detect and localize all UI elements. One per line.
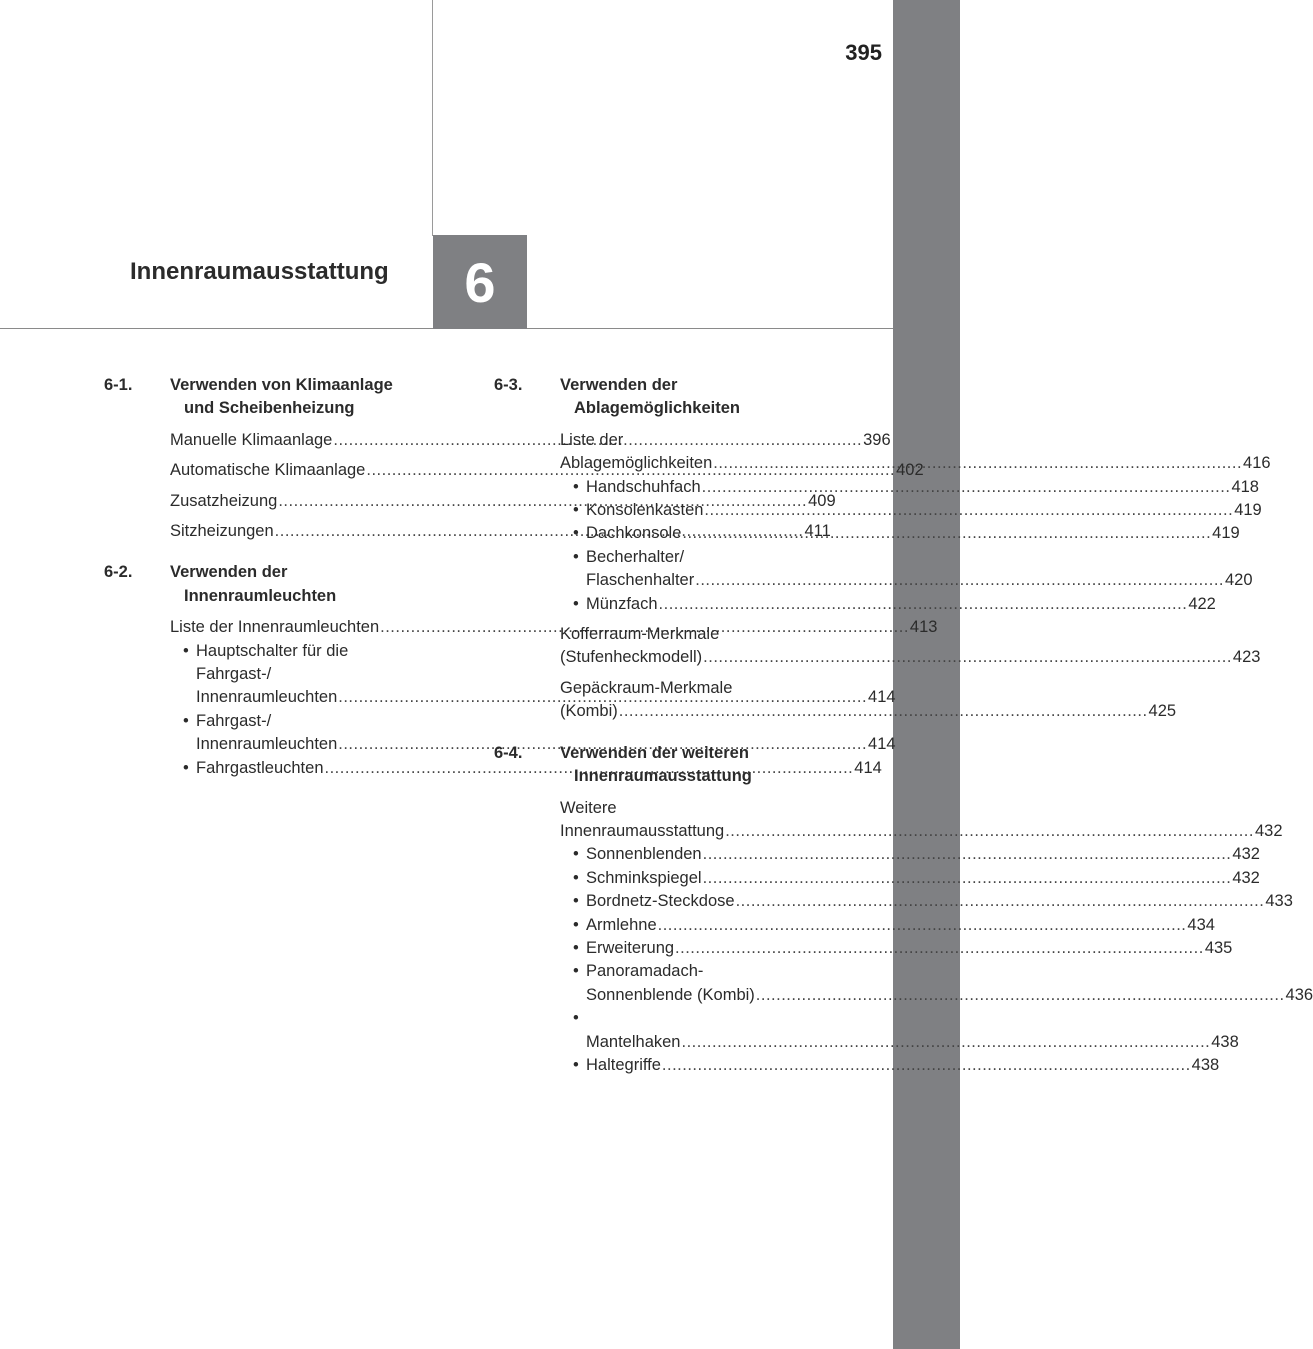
entry-page: 438: [1191, 1055, 1220, 1074]
toc-subentry-link[interactable]: [573, 843, 1260, 866]
toc-subentry-link[interactable]: [573, 960, 1313, 1007]
entry-text: Sitzheizungen: [170, 522, 274, 541]
section-title: [560, 742, 854, 789]
entry-text: Ablagemöglichkeiten: [560, 454, 713, 473]
entry-page: 420: [1225, 571, 1253, 590]
bullet-icon: •: [573, 938, 579, 957]
section-number: 6-3.: [494, 376, 523, 394]
bullet-icon: •: [573, 962, 579, 981]
bullet-icon: •: [573, 868, 579, 887]
chapter-side-tab: [893, 0, 960, 1349]
bullet-icon: •: [573, 594, 579, 613]
chapter-title: Innenraumausstattung: [130, 258, 389, 285]
chapter-number: 6: [464, 250, 496, 314]
leader-dots: [725, 820, 1254, 843]
entry-text: Bordnetz-Steckdose: [586, 892, 735, 911]
entry-text: Panoramadach-: [586, 962, 704, 981]
entry-page: 402: [896, 461, 924, 480]
entry-page: 433: [1265, 892, 1293, 911]
section-title-line1: Verwenden von Klimaanlage: [170, 376, 393, 394]
entry-text: Münzfach: [586, 594, 658, 613]
entry-text: Liste der Innenraumleuchten: [170, 618, 380, 637]
bullet-icon: •: [573, 845, 579, 864]
entry-page: 432: [1232, 845, 1260, 864]
entry-text: Manuelle Klimaanlage: [170, 430, 333, 449]
entry-text: Liste der: [560, 430, 624, 449]
toc-subentry-link[interactable]: [573, 1054, 1220, 1077]
entry-text: Kofferraum-Merkmale: [560, 625, 720, 644]
section-title: [170, 561, 464, 608]
entry-text: Gepäckraum-Merkmale: [560, 678, 733, 697]
entry-text: Innenraumleuchten: [196, 688, 338, 707]
leader-dots: [703, 646, 1232, 669]
toc-subentry-link[interactable]: [573, 476, 1259, 499]
leader-dots: [681, 1033, 1210, 1051]
entry-text: Dachkonsole: [586, 524, 682, 543]
bullet-icon: •: [183, 641, 189, 660]
bullet-icon: •: [573, 915, 579, 934]
leader-dots: [756, 986, 1285, 1004]
bullet-icon: •: [573, 1009, 579, 1028]
section-heading: [104, 374, 464, 421]
entry-text: Zusatzheizung: [170, 491, 278, 510]
entry-page: 396: [863, 430, 891, 449]
entry-page: 414: [868, 688, 896, 707]
entry-text: Sonnenblenden: [586, 845, 702, 864]
toc-subentry-link[interactable]: [573, 1007, 1239, 1054]
leader-dots: [702, 476, 1231, 499]
entry-page: 434: [1187, 915, 1215, 934]
leader-dots: [659, 593, 1188, 616]
entry-page: 414: [854, 758, 882, 777]
entry-text: Hauptschalter für die: [196, 641, 349, 660]
entry-text: Automatische Klimaanlage: [170, 461, 366, 480]
entry-text: Erweiterung: [586, 938, 675, 957]
leader-dots: [682, 522, 1211, 545]
toc-subentry-link[interactable]: [573, 914, 1215, 937]
entry-page: 438: [1211, 1032, 1239, 1051]
entry-text: Sonnenblende (Kombi): [586, 985, 755, 1004]
section-title-line2: Innenraumausstattung: [574, 767, 752, 786]
leader-dots: [675, 937, 1204, 960]
header-vertical-rule: [432, 0, 433, 236]
toc-subentry-link[interactable]: [573, 546, 1253, 593]
entry-text: Fahrgast-/: [196, 665, 272, 684]
leader-dots: [695, 571, 1224, 589]
entry-text: Armlehne: [586, 915, 657, 934]
entry-text: (Stufenheckmodell): [560, 648, 703, 667]
leader-dots: [704, 499, 1233, 522]
bullet-icon: •: [573, 1055, 579, 1074]
entry-page: 425: [1148, 702, 1177, 721]
entry-text: Weitere: [560, 798, 617, 817]
section-title-line1: Verwenden der: [170, 563, 288, 582]
chapter-number-box: [433, 235, 527, 329]
section-heading: [494, 742, 854, 789]
bullet-icon: •: [573, 892, 579, 911]
toc-subentry-link[interactable]: [573, 867, 1260, 890]
section-heading: [494, 374, 854, 421]
entry-page: 436: [1285, 985, 1313, 1004]
bullet-icon: •: [183, 711, 189, 730]
entry-page: 416: [1243, 454, 1271, 473]
entry-text: Innenraumausstattung: [560, 821, 725, 840]
section-title-line2: und Scheibenheizung: [184, 399, 355, 418]
entry-text: Fahrgastleuchten: [196, 758, 324, 777]
page-number: 395: [845, 40, 882, 65]
entry-text: Becherhalter/: [586, 547, 685, 566]
leader-dots: [658, 914, 1187, 937]
entry-page: 423: [1232, 648, 1261, 667]
bullet-icon: •: [573, 547, 579, 566]
leader-dots: [736, 890, 1265, 913]
section-title: [560, 374, 854, 421]
toc-subentry-link[interactable]: [573, 522, 1240, 545]
bullet-icon: •: [573, 477, 579, 496]
entry-page: 435: [1204, 938, 1233, 957]
entry-text: Handschuhfach: [586, 477, 701, 496]
entry-page: 432: [1232, 868, 1260, 887]
leader-dots: [703, 843, 1232, 866]
section-title-line2: Innenraumleuchten: [184, 586, 337, 605]
entry-page: 419: [1212, 524, 1240, 543]
toc-subentry-link[interactable]: [573, 937, 1233, 960]
bullet-icon: •: [183, 758, 189, 777]
section-heading: [104, 561, 464, 608]
entry-text: Konsolenkasten: [586, 501, 704, 520]
entry-page: 409: [808, 491, 836, 510]
section-title-line1: Verwenden der weiteren: [560, 743, 749, 762]
toc-subentry-link[interactable]: [573, 499, 1262, 522]
entry-page: 422: [1188, 594, 1216, 613]
leader-dots: [662, 1054, 1191, 1077]
bullet-icon: •: [573, 501, 579, 520]
entry-page: 411: [804, 522, 831, 541]
entry-page: 432: [1254, 821, 1283, 840]
entry-page: 419: [1234, 501, 1262, 520]
entry-text: (Kombi): [560, 702, 618, 721]
toc-subentry-link[interactable]: [573, 890, 1293, 913]
entry-text: Fahrgast-/: [196, 711, 272, 730]
entry-text: Flaschenhalter: [586, 571, 695, 590]
entry-page: 418: [1231, 477, 1259, 496]
bullet-icon: •: [573, 524, 579, 543]
leader-dots: [703, 867, 1232, 890]
toc-entry-link[interactable]: [560, 797, 1283, 844]
section-number: 6-4.: [494, 743, 523, 762]
entry-page: 413: [909, 618, 938, 637]
section-title-line2: Ablagemöglichkeiten: [574, 399, 740, 418]
entry-text: Schminkspiegel: [586, 868, 702, 887]
section-number: 6-1.: [104, 376, 133, 394]
section-number: 6-2.: [104, 563, 133, 582]
toc-subentry-link[interactable]: [573, 593, 1216, 616]
leader-dots: [619, 700, 1148, 723]
entry-page: 414: [868, 735, 896, 754]
section-title-line1: Verwenden der: [560, 376, 678, 394]
entry-text: Mantelhaken: [586, 1032, 681, 1051]
section-title: [170, 374, 464, 421]
entry-text: Haltegriffe: [586, 1055, 661, 1074]
leader-dots: [713, 452, 1242, 475]
entry-text: Innenraumleuchten: [196, 735, 338, 754]
